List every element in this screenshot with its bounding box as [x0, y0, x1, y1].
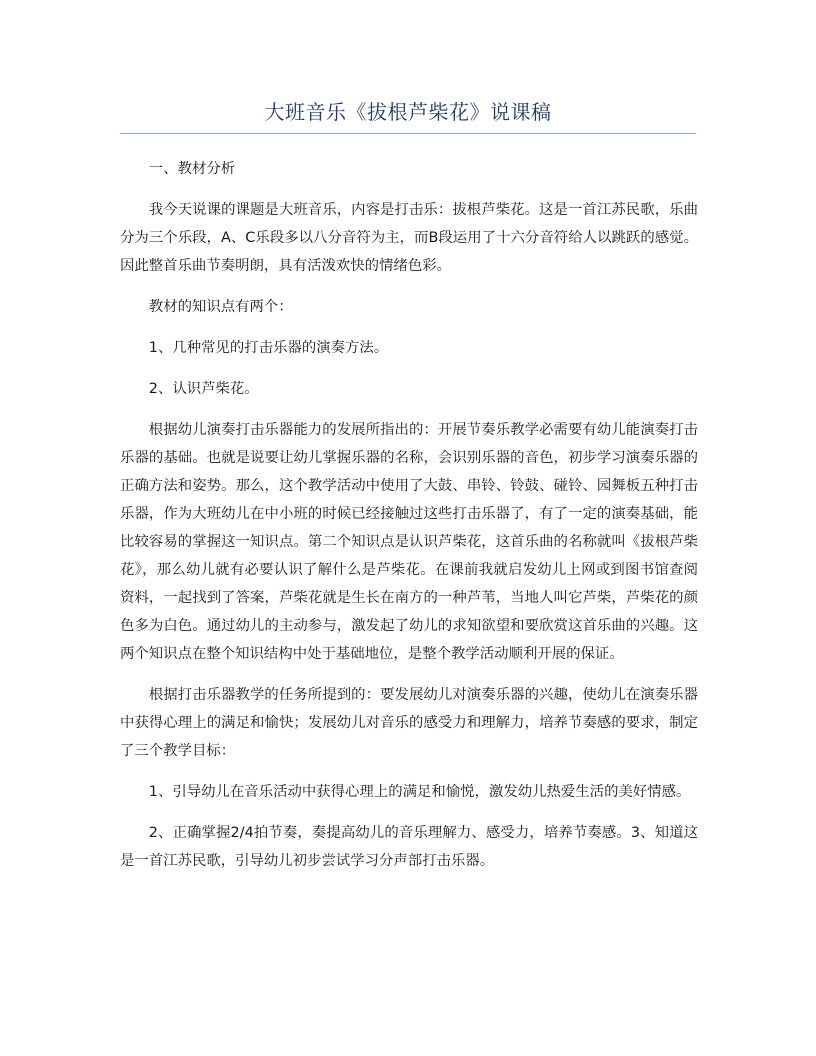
section-heading-material-analysis: 一、教材分析	[148, 161, 236, 177]
paragraph-rationale: 根据幼儿演奏打击乐器能力的发展所指出的：开展节奏乐教学必需要有幼儿能演奏打击乐器的基础。也就是说要让幼儿掌握乐器的名称，会识别乐器的音色，初步学习演奏乐器的正确方法和姿势。那么，这个教学活动中使用了大鼓、串铃、铃鼓、碰铃、园舞板五种打击乐器，作为大班幼儿在中小班的时候已经接触过这些打击乐器了，有了一定的演奏基础，能比较容易的掌握这一知识点。第二个知识点是认识芦柴花，这首乐曲的名称就叫《拔根芦柴花》，那么幼儿就有必要认识了解什么是芦柴花。在课前我就启发幼儿上网或到图书馆查阅资料，一起找到了答案，芦柴花就是生长在南方的一种芦苇，当地人叫它芦柴，芦柴花的颜色多为白色。通过幼儿的主动参与，激发起了幼儿的求知欲望和要欣赏这首乐曲的兴趣。这两个知识点在整个知识结构中处于基础地位，是整个教学活动顺利开展的保证。	[120, 422, 698, 662]
document-title: 大班音乐《拔根芦柴花》说课稿	[264, 100, 552, 124]
title-underline	[120, 133, 696, 134]
list-item-goal-2-3: 2、正确掌握2/4拍节奏，奏提高幼儿的音乐理解力、感受力，培养节奏感。3、知道这是一首江苏民歌，引导幼儿初步尝试学习分声部打击乐器。	[120, 825, 698, 869]
document-body	[120, 155, 698, 888]
paragraph-knowledge-points: 教材的知识点有两个：	[148, 299, 293, 315]
list-item-goal-1: 1、引导幼儿在音乐活动中获得心理上的满足和愉悦，激发幼儿热爱生活的美好情感。	[148, 784, 691, 800]
paragraph-teaching-goals: 根据打击乐器教学的任务所提到的：要发展幼儿对演奏乐器的兴趣，使幼儿在演奏乐器中获得心理上的满足和愉快；发展幼儿对音乐的感受力和理解力，培养节奏感的要求，制定了三个教学目标：	[120, 687, 698, 759]
paragraph-intro: 我今天说课的课题是大班音乐，内容是打击乐：拔根芦柴花。这是一首江苏民歌，乐曲分为三个乐段，A、C乐段多以八分音符为主，而B段运用了十六分音符给人以跳跃的感觉。因此整首乐曲节奏明朗，具有活泼欢快的情绪色彩。	[120, 202, 698, 274]
list-item-point-2: 2、认识芦柴花。	[148, 381, 259, 397]
list-item-point-1: 1、几种常见的打击乐器的演奏方法。	[148, 340, 389, 356]
